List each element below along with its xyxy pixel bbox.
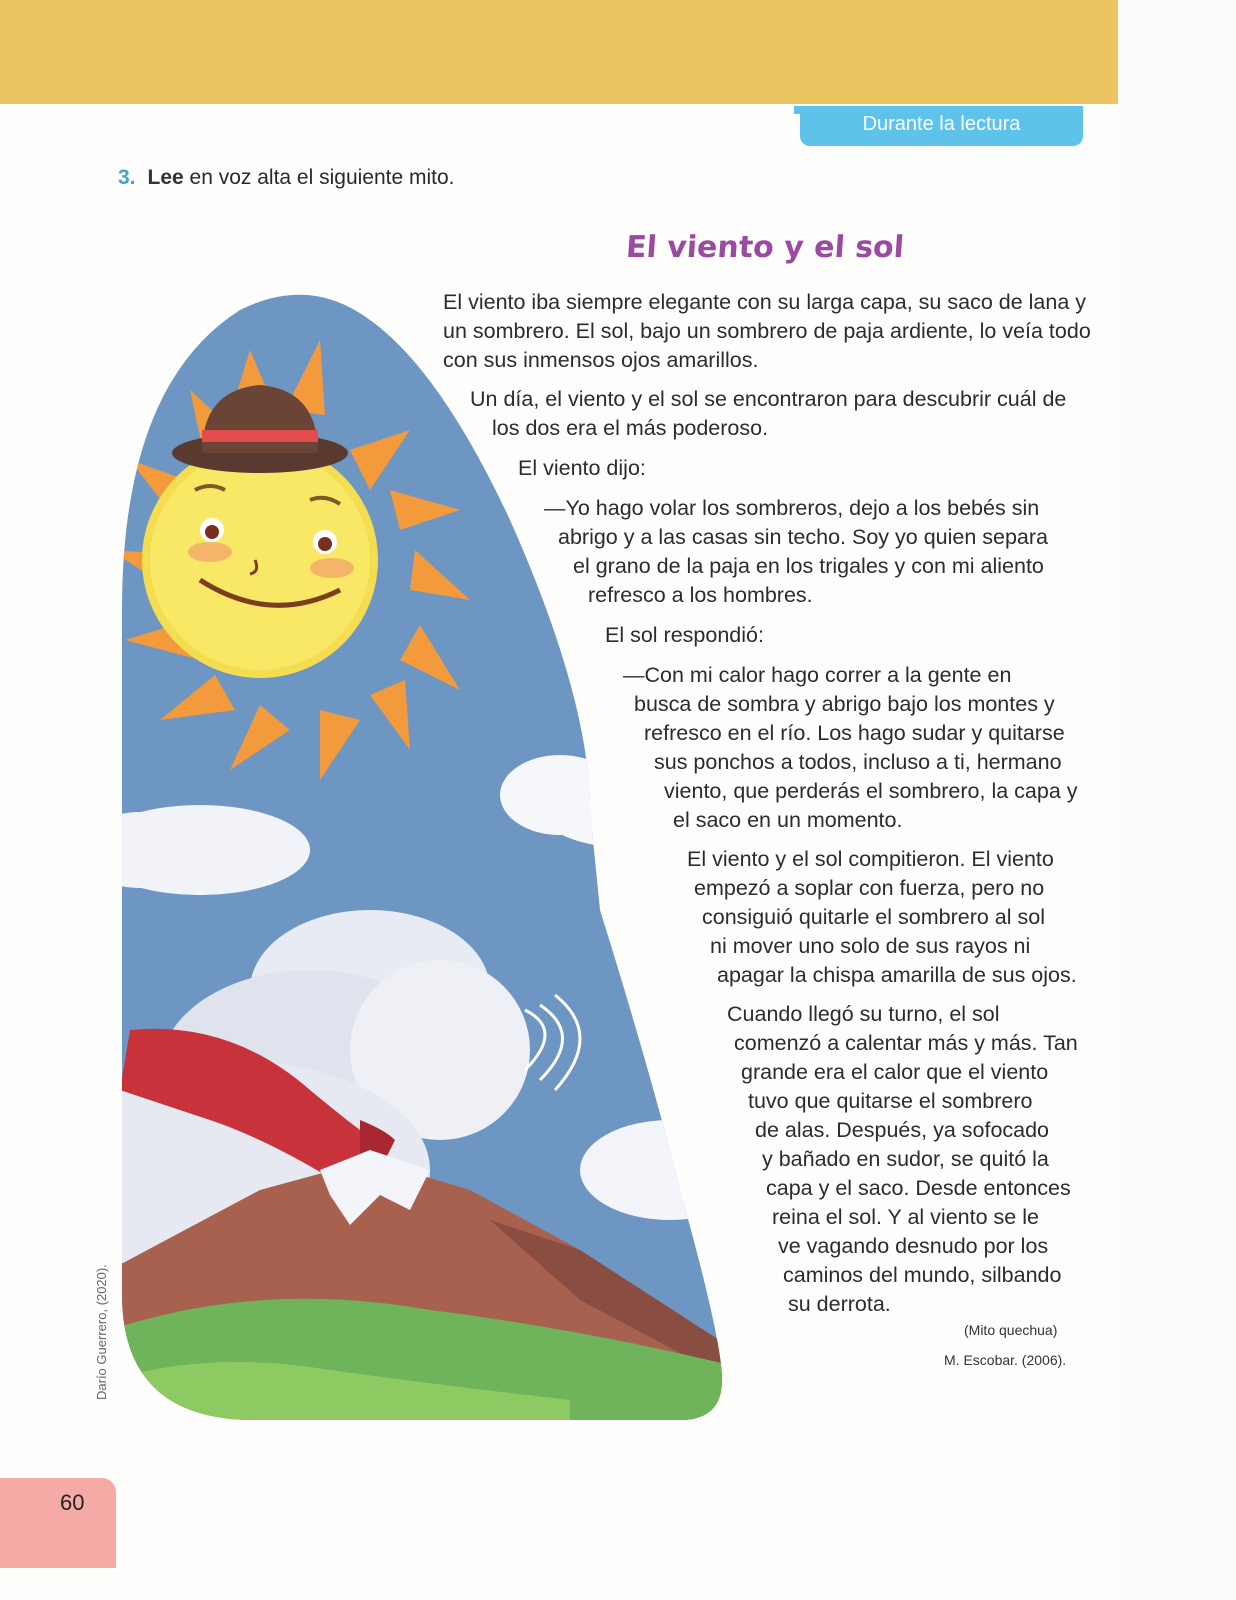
top-color-band — [0, 0, 1118, 104]
source-origin: (Mito quechua) — [964, 1322, 1058, 1338]
story-line: —Con mi calor hago correr a la gente en — [623, 663, 1012, 687]
story-line: Cuando llegó su turno, el sol — [727, 1002, 1000, 1026]
story-line: grande era el calor que el viento — [741, 1060, 1049, 1084]
story-line: busca de sombra y abrigo bajo los montes y — [634, 692, 1055, 716]
page-number: 60 — [60, 1490, 85, 1515]
story-line: tuvo que quitarse el sombrero — [748, 1089, 1033, 1113]
story-line: El viento dijo: — [518, 456, 646, 480]
story-line: de alas. Después, ya sofocado — [755, 1118, 1050, 1142]
story-line: abrigo y a las casas sin techo. Soy yo quien separa — [558, 525, 1049, 549]
story-line: El sol respondió: — [605, 623, 764, 647]
story-line: con sus inmensos ojos amarillos. — [443, 348, 759, 372]
page-number-tab — [0, 1478, 116, 1568]
story-title: El viento y el sol — [624, 230, 906, 265]
instruction — [118, 166, 455, 190]
story-line: el grano de la paja en los trigales y con mi aliento — [573, 554, 1044, 578]
story-line: Un día, el viento y el sol se encontraron para descubrir cuál de — [470, 387, 1067, 411]
story-line: reina el sol. Y al viento se le — [772, 1205, 1039, 1229]
instruction-number: 3. — [118, 166, 136, 189]
story-line: El viento iba siempre elegante con su larga capa, su saco de lana y — [443, 290, 1087, 314]
story-line: refresco en el río. Los hago sudar y quitarse — [644, 721, 1065, 745]
story-line: empezó a soplar con fuerza, pero no — [694, 876, 1045, 900]
story-line: capa y el saco. Desde entonces — [766, 1176, 1071, 1200]
story-line: consiguió quitarle el sombrero al sol — [702, 905, 1045, 929]
story-line: comenzó a calentar más y más. Tan — [734, 1031, 1078, 1055]
source-author: M. Escobar. (2006). — [944, 1352, 1067, 1368]
story-line: el saco en un momento. — [673, 808, 903, 832]
story-line: ve vagando desnudo por los — [778, 1234, 1049, 1258]
story-line: El viento y el sol compitieron. El viento — [687, 847, 1054, 871]
sun-and-wind-illustration — [110, 290, 750, 1455]
story-line: caminos del mundo, silbando — [783, 1263, 1062, 1287]
page-margin — [1118, 0, 1236, 1600]
story-line: viento, que perderás el sombrero, la capa y — [664, 779, 1078, 803]
story-line: sus ponchos a todos, incluso a ti, hermano — [654, 750, 1062, 774]
illustration-credit: Darío Guerrero, (2020). — [94, 1264, 109, 1400]
story-line: los dos era el más poderoso. — [492, 416, 769, 440]
instruction-verb: Lee — [147, 166, 184, 189]
story-line: refresco a los hombres. — [588, 583, 813, 607]
story-line: un sombrero. El sol, bajo un sombrero de paja ardiente, lo veía todo — [443, 319, 1091, 343]
story-line: su derrota. — [788, 1292, 891, 1316]
story-line: y bañado en sudor, se quitó la — [762, 1147, 1049, 1171]
story-line: ni mover uno solo de sus rayos ni — [710, 934, 1031, 958]
story-line: apagar la chispa amarilla de sus ojos. — [717, 963, 1077, 987]
section-tab: Durante la lectura — [800, 106, 1083, 146]
story-line: —Yo hago volar los sombreros, dejo a los bebés sin — [544, 496, 1040, 520]
instruction-text: en voz alta el siguiente mito. — [183, 166, 455, 189]
